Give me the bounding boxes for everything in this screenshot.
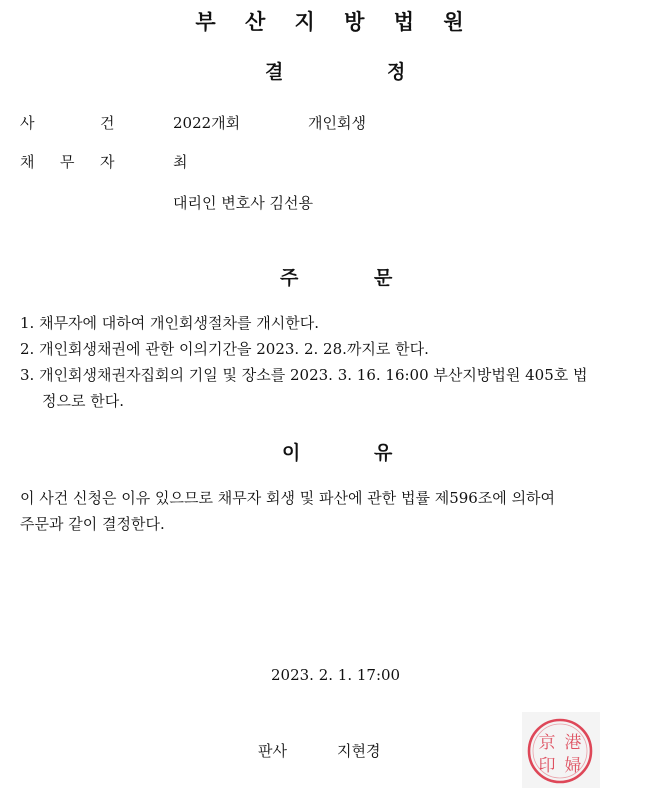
svg-text:印: 印 [538, 756, 556, 776]
debtor-label-char-3: 자 [100, 153, 115, 171]
svg-text:京: 京 [538, 733, 556, 753]
order-item-3: 3. 개인회생채권자집회의 기일 및 장소를 2023. 3. 16. 16:00 부산지방법원 405호 법 [20, 366, 588, 384]
decision-date: 2023. 2. 1. 17:00 [271, 666, 401, 684]
order-heading-right: 문 [374, 267, 393, 289]
order-item-3-continued: 정으로 한다. [42, 392, 124, 410]
court-name: 부 산 지 방 법 원 [195, 10, 475, 34]
debtor-name: 최 [173, 153, 188, 171]
case-type: 개인회생 [308, 114, 366, 132]
judge-seal [522, 712, 600, 788]
judge-name: 지현경 [337, 742, 381, 760]
debtor-label-char-1: 채 [20, 153, 35, 171]
svg-text:婦: 婦 [564, 756, 582, 776]
order-item-1: 1. 채무자에 대하여 개인회생절차를 개시한다. [20, 314, 319, 332]
order-item-2: 2. 개인회생채권에 관한 이의기간을 2023. 2. 28.까지로 한다. [20, 340, 429, 358]
svg-text:港: 港 [564, 733, 582, 753]
order-heading-left: 주 [280, 267, 299, 289]
document-title-right: 정 [387, 61, 406, 83]
reason-heading-right: 유 [374, 442, 393, 464]
debtor-agent: 대리인 변호사 김선용 [173, 194, 313, 212]
document-title-left: 결 [265, 61, 284, 83]
reason-line-2: 주문과 같이 결정한다. [20, 515, 165, 533]
case-label-char-1: 사 [20, 114, 35, 132]
debtor-label-char-2: 무 [60, 153, 75, 171]
reason-line-1: 이 사건 신청은 이유 있으므로 채무자 회생 및 파산에 관한 법률 제596조에 의하여 [20, 489, 556, 507]
judge-title: 판사 [258, 742, 287, 760]
case-label-char-2: 건 [100, 114, 115, 132]
case-number: 2022개회 [173, 114, 241, 132]
reason-heading-left: 이 [282, 442, 301, 464]
